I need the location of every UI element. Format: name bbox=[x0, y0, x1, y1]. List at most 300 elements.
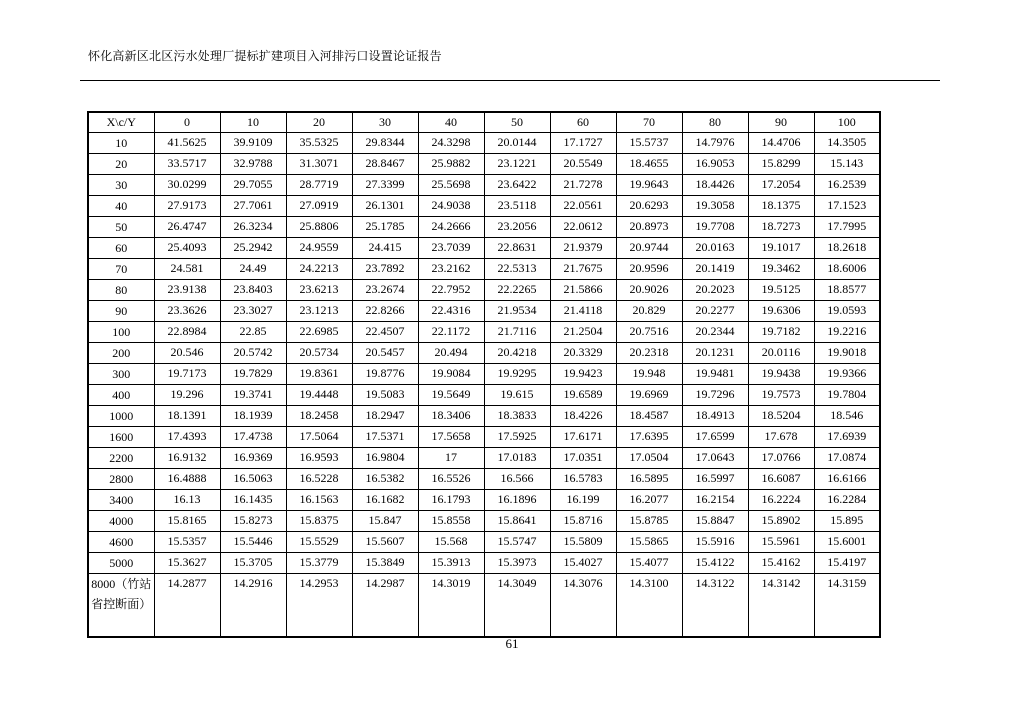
concentration-table-container bbox=[87, 111, 881, 638]
table-row bbox=[88, 532, 880, 553]
table-cell: 20.8973 bbox=[616, 217, 682, 238]
table-cell: 16.566 bbox=[484, 469, 550, 490]
table-cell: 27.0919 bbox=[286, 196, 352, 217]
table-cell: 27.9173 bbox=[154, 196, 220, 217]
table-row bbox=[88, 553, 880, 574]
table-cell: 15.5809 bbox=[550, 532, 616, 553]
row-header-cell: 8000（竹站省控断面） bbox=[88, 574, 154, 638]
table-cell: 26.1301 bbox=[352, 196, 418, 217]
table-cell: 22.2265 bbox=[484, 280, 550, 301]
table-cell: 23.3626 bbox=[154, 301, 220, 322]
table-cell: 15.8299 bbox=[748, 154, 814, 175]
table-cell: 15.4162 bbox=[748, 553, 814, 574]
table-cell: 19.8361 bbox=[286, 364, 352, 385]
table-cell: 21.7116 bbox=[484, 322, 550, 343]
table-cell: 23.2162 bbox=[418, 259, 484, 280]
table-cell: 18.2618 bbox=[814, 238, 880, 259]
table-cell: 14.2953 bbox=[286, 574, 352, 638]
row-header-cell: 4000 bbox=[88, 511, 154, 532]
table-cell: 20.6293 bbox=[616, 196, 682, 217]
table-cell: 20.2344 bbox=[682, 322, 748, 343]
table-cell: 21.9379 bbox=[550, 238, 616, 259]
column-header-cell: 80 bbox=[682, 112, 748, 133]
table-cell: 19.6969 bbox=[616, 385, 682, 406]
table-cell: 16.1563 bbox=[286, 490, 352, 511]
table-cell: 14.3122 bbox=[682, 574, 748, 638]
column-header-cell: 90 bbox=[748, 112, 814, 133]
table-cell: 20.0163 bbox=[682, 238, 748, 259]
table-cell: 22.0612 bbox=[550, 217, 616, 238]
table-cell: 17.5064 bbox=[286, 427, 352, 448]
column-header-cell: 100 bbox=[814, 112, 880, 133]
table-cell: 25.9882 bbox=[418, 154, 484, 175]
table-cell: 22.8266 bbox=[352, 301, 418, 322]
table-cell: 19.9018 bbox=[814, 343, 880, 364]
table-row bbox=[88, 280, 880, 301]
table-cell: 21.5866 bbox=[550, 280, 616, 301]
table-row bbox=[88, 322, 880, 343]
table-cell: 16.1435 bbox=[220, 490, 286, 511]
table-cell: 15.847 bbox=[352, 511, 418, 532]
table-cell: 15.8847 bbox=[682, 511, 748, 532]
table-cell: 22.8984 bbox=[154, 322, 220, 343]
table-cell: 18.1391 bbox=[154, 406, 220, 427]
table-row bbox=[88, 406, 880, 427]
table-cell: 15.6001 bbox=[814, 532, 880, 553]
table-row bbox=[88, 343, 880, 364]
table-cell: 15.4027 bbox=[550, 553, 616, 574]
table-cell: 15.8165 bbox=[154, 511, 220, 532]
table-cell: 19.5083 bbox=[352, 385, 418, 406]
table-row bbox=[88, 469, 880, 490]
table-cell: 20.2318 bbox=[616, 343, 682, 364]
table-cell: 19.7573 bbox=[748, 385, 814, 406]
table-cell: 20.4218 bbox=[484, 343, 550, 364]
table-cell: 19.9295 bbox=[484, 364, 550, 385]
table-cell: 15.568 bbox=[418, 532, 484, 553]
table-cell: 19.3058 bbox=[682, 196, 748, 217]
table-cell: 20.1419 bbox=[682, 259, 748, 280]
table-cell: 22.7952 bbox=[418, 280, 484, 301]
table-cell: 28.7719 bbox=[286, 175, 352, 196]
page-number: 61 bbox=[505, 636, 519, 651]
table-cell: 21.7675 bbox=[550, 259, 616, 280]
row-header-cell: 20 bbox=[88, 154, 154, 175]
table-cell: 15.8716 bbox=[550, 511, 616, 532]
table-cell: 25.8806 bbox=[286, 217, 352, 238]
table-cell: 14.3019 bbox=[418, 574, 484, 638]
row-header-cell: 2200 bbox=[88, 448, 154, 469]
table-cell: 26.3234 bbox=[220, 217, 286, 238]
table-cell: 17.2054 bbox=[748, 175, 814, 196]
table-cell: 21.9534 bbox=[484, 301, 550, 322]
table-cell: 22.4316 bbox=[418, 301, 484, 322]
concentration-table bbox=[87, 111, 881, 638]
table-cell: 17.0643 bbox=[682, 448, 748, 469]
row-header-cell: 1000 bbox=[88, 406, 154, 427]
row-header-cell: 30 bbox=[88, 175, 154, 196]
table-cell: 23.8403 bbox=[220, 280, 286, 301]
table-cell: 17.4393 bbox=[154, 427, 220, 448]
table-cell: 19.9643 bbox=[616, 175, 682, 196]
column-header-cell: 50 bbox=[484, 112, 550, 133]
table-cell: 15.3705 bbox=[220, 553, 286, 574]
table-cell: 19.9366 bbox=[814, 364, 880, 385]
table-cell: 19.3462 bbox=[748, 259, 814, 280]
table-cell: 14.3076 bbox=[550, 574, 616, 638]
table-cell: 25.5698 bbox=[418, 175, 484, 196]
table-cell: 15.3779 bbox=[286, 553, 352, 574]
table-cell: 28.8467 bbox=[352, 154, 418, 175]
table-cell: 14.3142 bbox=[748, 574, 814, 638]
table-cell: 18.4913 bbox=[682, 406, 748, 427]
table-cell: 17.678 bbox=[748, 427, 814, 448]
table-cell: 15.5865 bbox=[616, 532, 682, 553]
table-cell: 25.4093 bbox=[154, 238, 220, 259]
table-cell: 20.5457 bbox=[352, 343, 418, 364]
table-cell: 20.1231 bbox=[682, 343, 748, 364]
column-header-cell: 60 bbox=[550, 112, 616, 133]
table-cell: 16.1793 bbox=[418, 490, 484, 511]
table-cell: 15.5747 bbox=[484, 532, 550, 553]
table-cell: 14.4706 bbox=[748, 133, 814, 154]
table-cell: 18.1939 bbox=[220, 406, 286, 427]
table-cell: 16.9369 bbox=[220, 448, 286, 469]
table-cell: 18.2947 bbox=[352, 406, 418, 427]
table-row bbox=[88, 133, 880, 154]
table-row bbox=[88, 301, 880, 322]
table-cell: 15.5357 bbox=[154, 532, 220, 553]
table-cell: 16.2284 bbox=[814, 490, 880, 511]
table-cell: 20.9596 bbox=[616, 259, 682, 280]
table-cell: 17.0183 bbox=[484, 448, 550, 469]
table-cell: 15.4122 bbox=[682, 553, 748, 574]
table-cell: 15.5916 bbox=[682, 532, 748, 553]
table-cell: 19.6589 bbox=[550, 385, 616, 406]
table-cell: 19.0593 bbox=[814, 301, 880, 322]
table-cell: 23.3027 bbox=[220, 301, 286, 322]
table-cell: 19.9481 bbox=[682, 364, 748, 385]
table-cell: 15.3627 bbox=[154, 553, 220, 574]
table-cell: 23.2056 bbox=[484, 217, 550, 238]
table-cell: 20.0116 bbox=[748, 343, 814, 364]
table-cell: 19.3741 bbox=[220, 385, 286, 406]
table-cell: 27.7061 bbox=[220, 196, 286, 217]
table-cell: 14.2916 bbox=[220, 574, 286, 638]
table-cell: 17.5925 bbox=[484, 427, 550, 448]
table-cell: 15.5529 bbox=[286, 532, 352, 553]
table-cell: 19.615 bbox=[484, 385, 550, 406]
table-cell: 15.3849 bbox=[352, 553, 418, 574]
table-row bbox=[88, 196, 880, 217]
table-cell: 23.7039 bbox=[418, 238, 484, 259]
table-cell: 22.6985 bbox=[286, 322, 352, 343]
table-cell: 20.7516 bbox=[616, 322, 682, 343]
table-row bbox=[88, 175, 880, 196]
table-row bbox=[88, 574, 880, 638]
row-header-cell: 200 bbox=[88, 343, 154, 364]
table-cell: 16.6166 bbox=[814, 469, 880, 490]
table-cell: 20.829 bbox=[616, 301, 682, 322]
table-cell: 17.1727 bbox=[550, 133, 616, 154]
table-cell: 20.2023 bbox=[682, 280, 748, 301]
table-cell: 15.8273 bbox=[220, 511, 286, 532]
table-cell: 18.546 bbox=[814, 406, 880, 427]
table-cell: 24.3298 bbox=[418, 133, 484, 154]
table-cell: 15.5961 bbox=[748, 532, 814, 553]
table-cell: 17.6395 bbox=[616, 427, 682, 448]
table-cell: 22.5313 bbox=[484, 259, 550, 280]
table-cell: 14.7976 bbox=[682, 133, 748, 154]
table-row bbox=[88, 385, 880, 406]
row-header-cell: 90 bbox=[88, 301, 154, 322]
table-cell: 24.9559 bbox=[286, 238, 352, 259]
table-row bbox=[88, 259, 880, 280]
table-cell: 22.0561 bbox=[550, 196, 616, 217]
table-cell: 19.4448 bbox=[286, 385, 352, 406]
table-cell: 27.3399 bbox=[352, 175, 418, 196]
table-cell: 15.8558 bbox=[418, 511, 484, 532]
table-cell: 21.4118 bbox=[550, 301, 616, 322]
table-cell: 20.494 bbox=[418, 343, 484, 364]
table-cell: 16.13 bbox=[154, 490, 220, 511]
table-cell: 18.2458 bbox=[286, 406, 352, 427]
table-cell: 35.5325 bbox=[286, 133, 352, 154]
table-cell: 29.8344 bbox=[352, 133, 418, 154]
table-cell: 23.9138 bbox=[154, 280, 220, 301]
table-cell: 24.49 bbox=[220, 259, 286, 280]
table-cell: 19.948 bbox=[616, 364, 682, 385]
table-cell: 15.143 bbox=[814, 154, 880, 175]
table-cell: 14.3505 bbox=[814, 133, 880, 154]
table-cell: 16.5063 bbox=[220, 469, 286, 490]
column-header-cell: 0 bbox=[154, 112, 220, 133]
table-cell: 16.6087 bbox=[748, 469, 814, 490]
header-divider bbox=[80, 80, 940, 81]
table-cell: 16.5228 bbox=[286, 469, 352, 490]
row-header-cell: 5000 bbox=[88, 553, 154, 574]
table-cell: 18.1375 bbox=[748, 196, 814, 217]
table-cell: 23.1221 bbox=[484, 154, 550, 175]
column-header-cell: 20 bbox=[286, 112, 352, 133]
table-cell: 14.2987 bbox=[352, 574, 418, 638]
table-cell: 23.7892 bbox=[352, 259, 418, 280]
table-cell: 20.5549 bbox=[550, 154, 616, 175]
table-cell: 24.2213 bbox=[286, 259, 352, 280]
table-cell: 24.415 bbox=[352, 238, 418, 259]
table-cell: 39.9109 bbox=[220, 133, 286, 154]
table-cell: 25.2942 bbox=[220, 238, 286, 259]
table-cell: 22.1172 bbox=[418, 322, 484, 343]
table-cell: 24.2666 bbox=[418, 217, 484, 238]
table-cell: 17.6599 bbox=[682, 427, 748, 448]
table-header-row bbox=[88, 112, 880, 133]
table-cell: 16.1682 bbox=[352, 490, 418, 511]
row-header-cell: 50 bbox=[88, 217, 154, 238]
table-cell: 19.7173 bbox=[154, 364, 220, 385]
table-cell: 19.7804 bbox=[814, 385, 880, 406]
table-cell: 17.6939 bbox=[814, 427, 880, 448]
row-header-cell: 400 bbox=[88, 385, 154, 406]
table-cell: 16.1896 bbox=[484, 490, 550, 511]
table-cell: 15.8641 bbox=[484, 511, 550, 532]
table-cell: 18.5204 bbox=[748, 406, 814, 427]
table-cell: 20.5734 bbox=[286, 343, 352, 364]
table-cell: 18.7273 bbox=[748, 217, 814, 238]
table-cell: 19.7829 bbox=[220, 364, 286, 385]
table-row bbox=[88, 448, 880, 469]
row-header-cell: 3400 bbox=[88, 490, 154, 511]
table-cell: 18.4226 bbox=[550, 406, 616, 427]
table-cell: 17.7995 bbox=[814, 217, 880, 238]
table-cell: 15.8375 bbox=[286, 511, 352, 532]
table-cell: 20.546 bbox=[154, 343, 220, 364]
table-cell: 15.895 bbox=[814, 511, 880, 532]
table-cell: 16.2077 bbox=[616, 490, 682, 511]
table-row bbox=[88, 511, 880, 532]
column-header-cell: 40 bbox=[418, 112, 484, 133]
table-cell: 17 bbox=[418, 448, 484, 469]
page-header-title: 怀化高新区北区污水处理厂提标扩建项目入河排污口设置论证报告 bbox=[88, 49, 442, 63]
table-cell: 41.5625 bbox=[154, 133, 220, 154]
table-cell: 18.4426 bbox=[682, 175, 748, 196]
table-cell: 15.3913 bbox=[418, 553, 484, 574]
table-cell: 19.8776 bbox=[352, 364, 418, 385]
table-cell: 32.9788 bbox=[220, 154, 286, 175]
table-cell: 16.9132 bbox=[154, 448, 220, 469]
table-cell: 20.9744 bbox=[616, 238, 682, 259]
table-cell: 17.0874 bbox=[814, 448, 880, 469]
table-row bbox=[88, 154, 880, 175]
table-cell: 19.9084 bbox=[418, 364, 484, 385]
table-cell: 20.0144 bbox=[484, 133, 550, 154]
table-cell: 22.85 bbox=[220, 322, 286, 343]
table-cell: 16.2224 bbox=[748, 490, 814, 511]
table-cell: 20.5742 bbox=[220, 343, 286, 364]
table-cell: 15.3973 bbox=[484, 553, 550, 574]
table-row bbox=[88, 217, 880, 238]
table-cell: 16.2539 bbox=[814, 175, 880, 196]
table-cell: 16.5997 bbox=[682, 469, 748, 490]
table-cell: 14.3049 bbox=[484, 574, 550, 638]
table-cell: 21.7278 bbox=[550, 175, 616, 196]
table-cell: 23.6422 bbox=[484, 175, 550, 196]
table-cell: 15.5446 bbox=[220, 532, 286, 553]
table-cell: 18.8577 bbox=[814, 280, 880, 301]
table-cell: 23.1213 bbox=[286, 301, 352, 322]
row-header-cell: 80 bbox=[88, 280, 154, 301]
table-cell: 19.9423 bbox=[550, 364, 616, 385]
table-cell: 19.7708 bbox=[682, 217, 748, 238]
column-header-cell: 30 bbox=[352, 112, 418, 133]
table-cell: 29.7055 bbox=[220, 175, 286, 196]
corner-header-cell: X\c/Y bbox=[88, 112, 154, 133]
table-cell: 31.3071 bbox=[286, 154, 352, 175]
row-header-cell: 4600 bbox=[88, 532, 154, 553]
table-cell: 20.9026 bbox=[616, 280, 682, 301]
table-cell: 19.7296 bbox=[682, 385, 748, 406]
table-cell: 19.2216 bbox=[814, 322, 880, 343]
table-cell: 19.6306 bbox=[748, 301, 814, 322]
table-cell: 16.5526 bbox=[418, 469, 484, 490]
table-cell: 14.3159 bbox=[814, 574, 880, 638]
row-header-cell: 70 bbox=[88, 259, 154, 280]
table-cell: 16.2154 bbox=[682, 490, 748, 511]
table-cell: 24.9038 bbox=[418, 196, 484, 217]
row-header-cell: 300 bbox=[88, 364, 154, 385]
table-cell: 18.4655 bbox=[616, 154, 682, 175]
table-cell: 18.3406 bbox=[418, 406, 484, 427]
table-row bbox=[88, 490, 880, 511]
table-cell: 25.1785 bbox=[352, 217, 418, 238]
table-cell: 23.6213 bbox=[286, 280, 352, 301]
row-header-cell: 60 bbox=[88, 238, 154, 259]
table-cell: 19.5649 bbox=[418, 385, 484, 406]
table-cell: 19.5125 bbox=[748, 280, 814, 301]
table-cell: 18.6006 bbox=[814, 259, 880, 280]
row-header-cell: 1600 bbox=[88, 427, 154, 448]
column-header-cell: 70 bbox=[616, 112, 682, 133]
row-header-cell: 2800 bbox=[88, 469, 154, 490]
table-cell: 15.4077 bbox=[616, 553, 682, 574]
row-header-cell: 10 bbox=[88, 133, 154, 154]
table-cell: 23.5118 bbox=[484, 196, 550, 217]
table-cell: 15.8785 bbox=[616, 511, 682, 532]
table-cell: 16.199 bbox=[550, 490, 616, 511]
table-cell: 21.2504 bbox=[550, 322, 616, 343]
table-cell: 30.0299 bbox=[154, 175, 220, 196]
table-cell: 16.5382 bbox=[352, 469, 418, 490]
table-row bbox=[88, 364, 880, 385]
table-cell: 17.1523 bbox=[814, 196, 880, 217]
table-cell: 15.5737 bbox=[616, 133, 682, 154]
table-cell: 16.5895 bbox=[616, 469, 682, 490]
table-cell: 16.5783 bbox=[550, 469, 616, 490]
table-cell: 15.5607 bbox=[352, 532, 418, 553]
table-cell: 15.8902 bbox=[748, 511, 814, 532]
table-cell: 22.8631 bbox=[484, 238, 550, 259]
table-cell: 17.4738 bbox=[220, 427, 286, 448]
table-cell: 17.0351 bbox=[550, 448, 616, 469]
table-cell: 19.1017 bbox=[748, 238, 814, 259]
table-cell: 26.4747 bbox=[154, 217, 220, 238]
table-cell: 19.296 bbox=[154, 385, 220, 406]
table-cell: 14.2877 bbox=[154, 574, 220, 638]
table-cell: 22.4507 bbox=[352, 322, 418, 343]
table-row bbox=[88, 427, 880, 448]
table-cell: 17.5371 bbox=[352, 427, 418, 448]
row-header-cell: 100 bbox=[88, 322, 154, 343]
table-cell: 16.9804 bbox=[352, 448, 418, 469]
table-cell: 16.9593 bbox=[286, 448, 352, 469]
table-cell: 19.9438 bbox=[748, 364, 814, 385]
row-header-cell: 40 bbox=[88, 196, 154, 217]
table-cell: 17.6171 bbox=[550, 427, 616, 448]
table-cell: 24.581 bbox=[154, 259, 220, 280]
table-cell: 16.9053 bbox=[682, 154, 748, 175]
table-cell: 20.2277 bbox=[682, 301, 748, 322]
table-cell: 18.4587 bbox=[616, 406, 682, 427]
column-header-cell: 10 bbox=[220, 112, 286, 133]
table-cell: 33.5717 bbox=[154, 154, 220, 175]
table-cell: 17.0766 bbox=[748, 448, 814, 469]
table-cell: 15.4197 bbox=[814, 553, 880, 574]
table-cell: 19.7182 bbox=[748, 322, 814, 343]
table-cell: 18.3833 bbox=[484, 406, 550, 427]
table-cell: 16.4888 bbox=[154, 469, 220, 490]
table-cell: 17.0504 bbox=[616, 448, 682, 469]
table-row bbox=[88, 238, 880, 259]
